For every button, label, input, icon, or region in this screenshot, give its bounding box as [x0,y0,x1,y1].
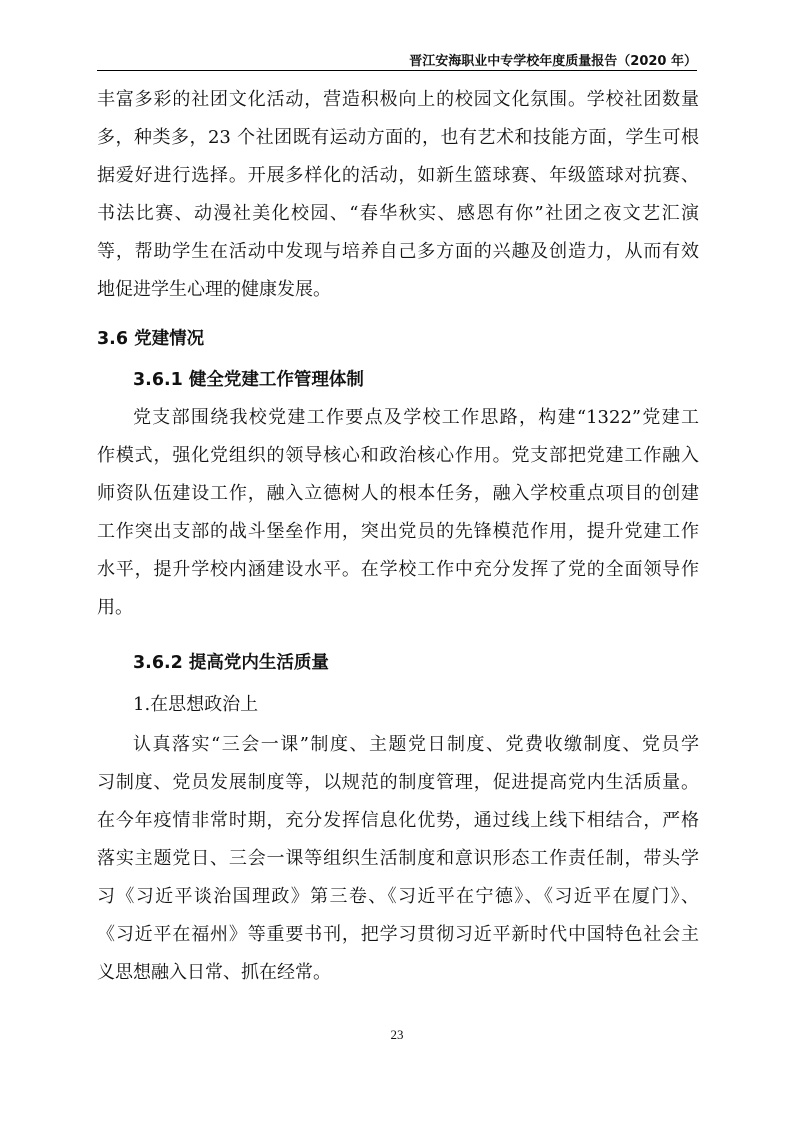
text-line: 工作突出支部的战斗堡垒作用，突出党员的先锋模范作用，提升党建工作 [97,521,699,542]
text-line: 落实主题党日、三会一课等组织生活制度和意识形态工作责任制，带头学 [97,848,699,869]
text-line: 习制度、党员发展制度等，以规范的制度管理，促进提高党内生活质量。 [97,772,699,793]
text-line: 书法比赛、动漫社美化校园、“春华秋实、感恩有你”社团之夜文艺汇演 [97,203,699,224]
header-rule [97,70,697,71]
header-title: 晋江安海职业中专学校年度质量报告（2020 年） [409,54,697,69]
text-line: 义思想融入日常、抓在经常。 [97,962,331,983]
text-line: 《习近平在福州》等重要书刊，把学习贯彻习近平新时代中国特色社会主 [97,924,699,945]
text-line: 据爱好进行选择。开展多样化的活动，如新生篮球赛、年级篮球对抗赛、 [97,165,699,186]
item-heading: 1.在思想政治上 [133,694,259,715]
text-line: 党支部围绕我校党建工作要点及学校工作思路，构建“1322”党建工 [133,407,699,428]
subsection-heading-3-6-1: 3.6.1 健全党建工作管理体制 [133,370,364,390]
text-line: 丰富多彩的社团文化活动，营造积极向上的校园文化氛围。学校社团数量 [97,89,699,110]
text-line: 等，帮助学生在活动中发现与培养自己多方面的兴趣及创造力，从而有效 [97,241,699,262]
section-heading-3-6: 3.6 党建情况 [97,329,205,349]
text-line: 习《习近平谈治国理政》第三卷、《习近平在宁德》、《习近平在厦门》、 [97,886,699,907]
subsection-heading-3-6-2: 3.6.2 提高党内生活质量 [133,653,329,673]
page-number: 23 [390,1027,404,1042]
text-line: 多，种类多，23 个社团既有运动方面的，也有艺术和技能方面，学生可根 [97,127,699,148]
text-line: 师资队伍建设工作，融入立德树人的根本任务，融入学校重点项目的创建 [97,483,699,504]
text-line: 认真落实“三会一课”制度、主题党日制度、党费收缴制度、党员学 [133,734,699,755]
text-line: 作模式，强化党组织的领导核心和政治核心作用。党支部把党建工作融入 [97,445,699,466]
text-line: 水平，提升学校内涵建设水平。在学校工作中充分发挥了党的全面领导作 [97,559,699,580]
text-line: 用。 [97,597,133,618]
text-line: 在今年疫情非常时期，充分发挥信息化优势，通过线上线下相结合，严格 [97,810,699,831]
text-line: 地促进学生心理的健康发展。 [97,279,331,300]
